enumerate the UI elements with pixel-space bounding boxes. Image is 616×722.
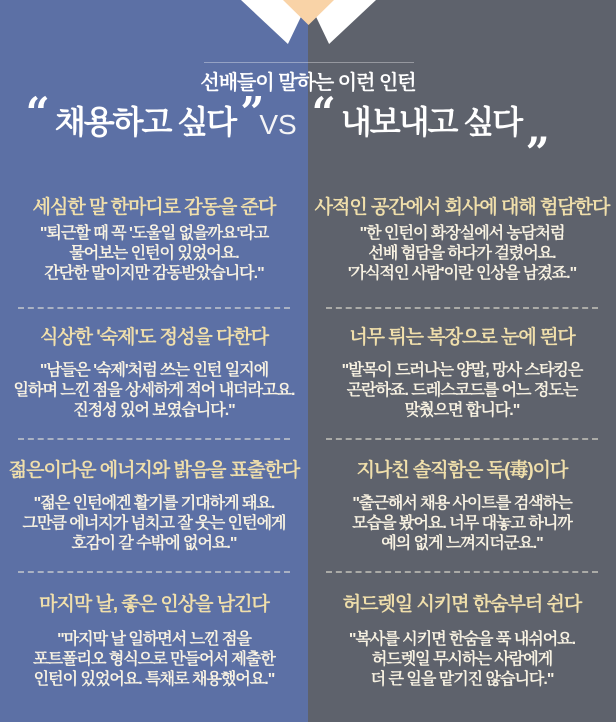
dashed-divider (326, 307, 598, 309)
section-heading: 지나친 솔직함은 독(毒)이다 (356, 460, 568, 481)
dashed-divider (326, 571, 598, 573)
quote-line: 일하며 느낀 점을 상세하게 적어 내더라고요. (13, 382, 295, 399)
section-heading: 젊은이다운 에너지와 밝음을 표출한다 (8, 460, 300, 481)
section-heading: 세심한 말 한마디로 감동을 준다 (32, 197, 276, 218)
close-quote-icon: ” (240, 88, 265, 137)
quote-line: "남들은 '숙제'처럼 쓰는 인턴 일지에 (39, 362, 269, 379)
quote-line: 진정성 있어 보였습니다." (73, 402, 235, 419)
dashed-divider (18, 438, 290, 440)
page-subtitle: 선배들이 말하는 이런 인턴 (200, 72, 416, 94)
section-quote (308, 224, 616, 284)
quote-line: "발목이 드러나는 양말, 망사 스타킹은 (341, 362, 583, 379)
quote-line: "퇴근할 때 꼭 '도울일 없을까요'라고 (39, 225, 269, 242)
quote-line: 선배 험담을 하다가 걸렸어요. (368, 245, 556, 262)
hire-quote-text: 채용하고 싶다 (54, 104, 236, 140)
quote-line: 물어보는 인턴이 있었어요. (69, 245, 239, 262)
quote-line: 그만큼 에너지가 넘치고 잘 웃는 인턴에게 (22, 515, 286, 532)
section-quote (308, 494, 616, 554)
section-quote (0, 494, 308, 554)
section-heading: 사적인 공간에서 회사에 대해 험담한다 (314, 197, 610, 218)
open-quote-icon: “ (311, 88, 336, 137)
quote-line: 허드렛일 무시하는 사람에게 (371, 651, 553, 668)
quote-line: 모습을 봤어요. 너무 대놓고 하니까 (352, 515, 572, 532)
quote-line: "젊은 인턴에겐 활기를 기대하게 돼요. (33, 495, 275, 512)
section-quote (308, 630, 616, 690)
dashed-divider (326, 438, 598, 440)
section-heading: 식상한 '숙제'도 정성을 다한다 (39, 327, 269, 348)
quote-line: "한 인턴이 화장실에서 농담처럼 (359, 225, 565, 242)
quote-line: "출근해서 채용 사이트를 검색하는 (352, 495, 572, 512)
open-quote-icon: “ (25, 88, 50, 137)
quote-line: "복사를 시키면 한숨을 푹 내쉬어요. (348, 631, 576, 648)
quote-line: "마지막 날 일하면서 느낀 점을 (57, 631, 251, 648)
section-quote (0, 224, 308, 284)
quote-line: 포트폴리오 형식으로 만들어서 제출한 (33, 651, 275, 668)
quote-line: 맞췄으면 합니다." (404, 402, 520, 419)
fire-quote-text: 내보내고 싶다 (340, 104, 522, 140)
section-heading: 마지막 날, 좋은 인상을 남긴다 (39, 594, 269, 615)
section-quote (0, 361, 308, 421)
quote-line: 더 큰 일을 맡기진 않습니다." (370, 671, 554, 688)
section-quote (308, 361, 616, 421)
dashed-divider (18, 571, 290, 573)
dashed-divider (18, 307, 290, 309)
quote-line: 예의 없게 느껴지더군요." (381, 535, 543, 552)
low-close-quote-icon: „ (526, 104, 551, 153)
section-heading: 너무 튀는 복장으로 눈에 띈다 (349, 327, 575, 348)
quote-line: '가식적인 사람'이란 인상을 남겼죠." (347, 265, 577, 282)
quote-line: 인턴이 있었어요. 특채로 채용했어요." (33, 671, 275, 688)
fire-column (308, 0, 616, 722)
section-heading: 허드렛일 시키면 한숨부터 쉰다 (342, 594, 582, 615)
section-quote (0, 630, 308, 690)
vs-label: VS (259, 109, 297, 140)
quote-line: 호감이 갈 수밖에 없어요." (71, 535, 237, 552)
quote-line: 곤란하죠. 드레스코드를 어느 정도는 (346, 382, 578, 399)
quote-line: 간단한 말이지만 감동받았습니다." (44, 265, 264, 282)
